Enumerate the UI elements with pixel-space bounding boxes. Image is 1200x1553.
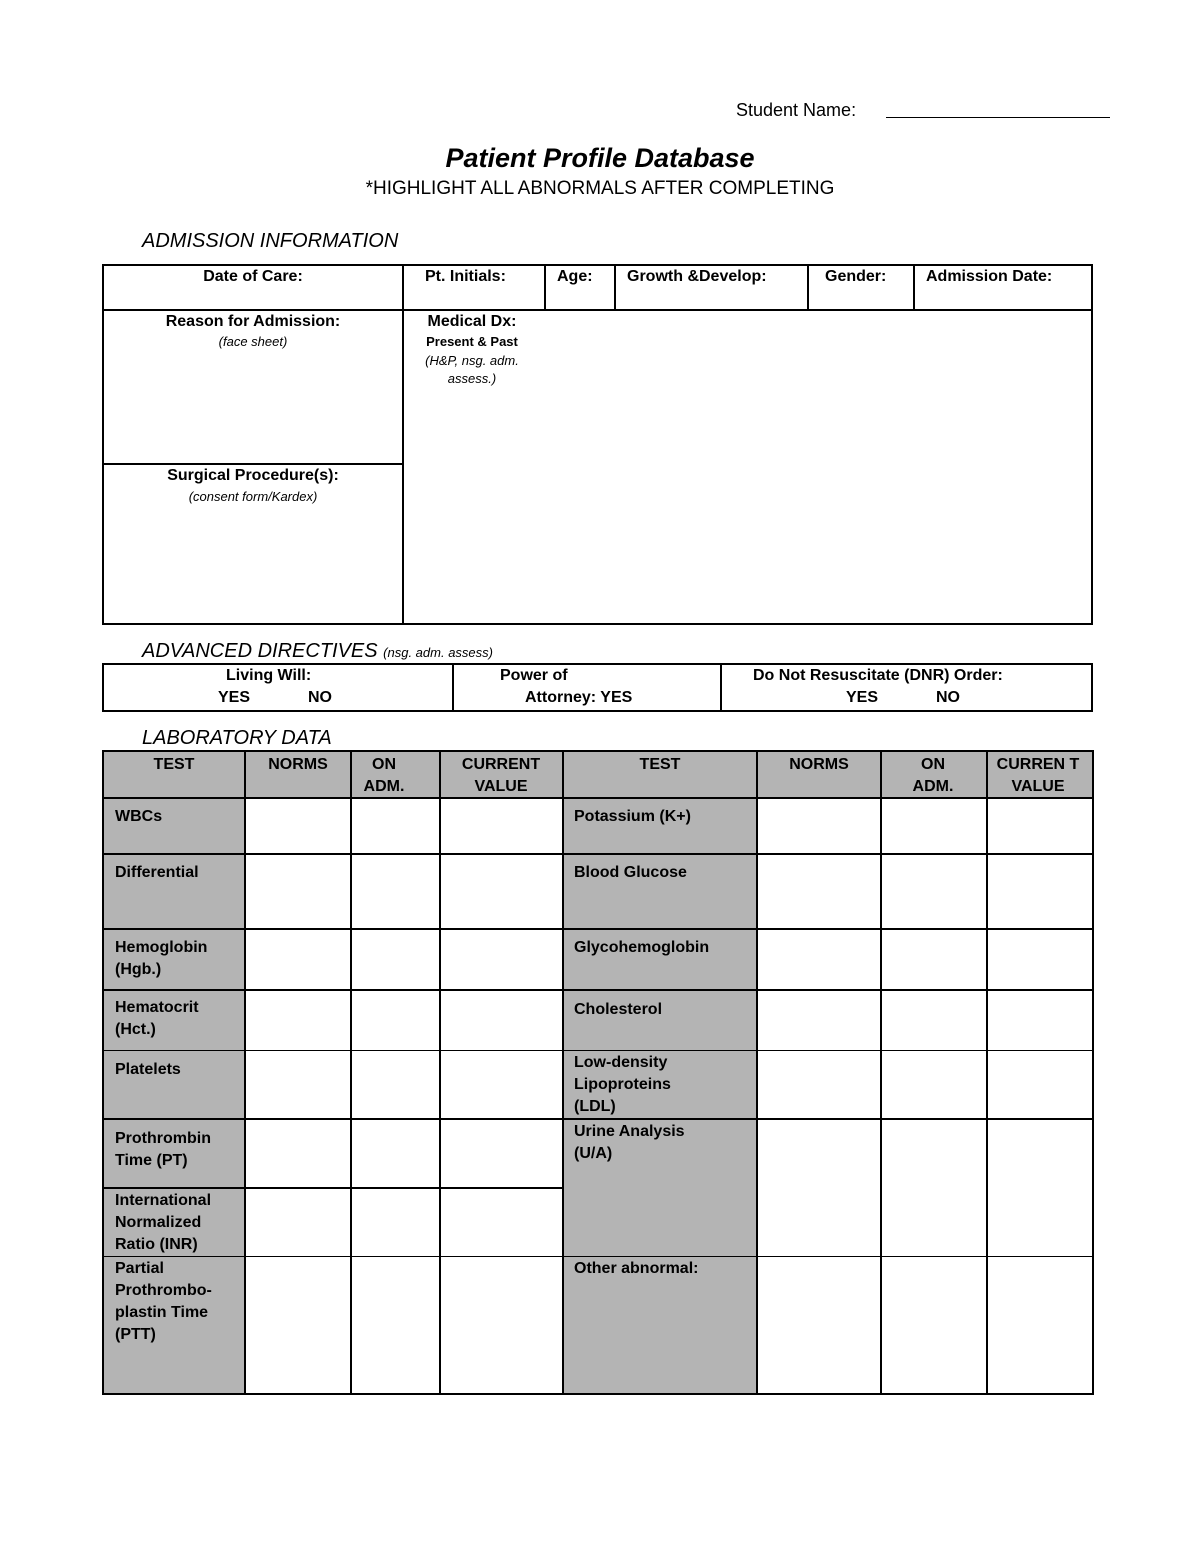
lab-header-norms: NORMS: [268, 756, 328, 773]
directives-title-text: ADVANCED DIRECTIVES: [142, 640, 378, 662]
medical-dx-hint: (H&P, nsg. adm.: [425, 353, 519, 368]
page-subtitle: *HIGHLIGHT ALL ABNORMALS AFTER COMPLETING: [365, 178, 835, 199]
admission-col-divider: [614, 264, 616, 310]
lab-header-current: CURRENT VALUE: [461, 756, 541, 795]
medical-dx-sub: Present & Past: [426, 334, 518, 349]
reason-admission-hint: (face sheet): [218, 334, 288, 349]
lab-row-divider: [102, 928, 1094, 930]
lab-row-divider: [102, 1187, 564, 1189]
admission-col-divider: [544, 264, 546, 310]
lab-test-left: WBCs: [115, 808, 163, 825]
pt-initials-label: Pt. Initials:: [425, 268, 506, 285]
lab-test-left: Partial Prothrombo- plastin Time (PTT): [115, 1260, 212, 1343]
lab-row-divider: [102, 1050, 1094, 1051]
admission-col-divider: [913, 264, 915, 310]
lab-col-divider: [439, 750, 441, 1395]
dnr-label: Do Not Resuscitate (DNR) Order:: [753, 667, 1003, 684]
lab-row-divider: [102, 1118, 1094, 1120]
living-will-yes: YES: [218, 689, 251, 706]
lab-header-test: TEST: [639, 756, 681, 773]
lab-header-current: CURREN T VALUE: [996, 756, 1080, 795]
living-will-no: NO: [308, 689, 332, 706]
directives-col-divider: [720, 663, 722, 712]
medical-dx-label: Medical Dx:: [427, 313, 517, 330]
lab-test-left: Differential: [115, 864, 199, 881]
power-of-label: Power of: [500, 667, 568, 684]
lab-test-left: Platelets: [115, 1061, 181, 1078]
lab-test-right: Other abnormal:: [574, 1260, 699, 1277]
lab-header-on-adm: ON ADM.: [363, 756, 405, 795]
reason-admission-label: Reason for Admission:: [165, 313, 341, 330]
attorney-yes: Attorney: YES: [525, 689, 633, 706]
admission-row-divider: [102, 309, 1093, 311]
lab-header-norms: NORMS: [789, 756, 849, 773]
surgical-procedure-hint: (consent form/Kardex): [188, 489, 318, 504]
admission-col-divider: [807, 264, 809, 310]
lab-header-on-adm: ON ADM.: [912, 756, 954, 795]
lab-test-left: Hematocrit (Hct.): [115, 999, 199, 1038]
lab-test-right: Blood Glucose: [574, 864, 687, 881]
directives-section-title: [142, 640, 493, 663]
admission-section-title: ADMISSION INFORMATION: [142, 230, 399, 252]
lab-section-title: LABORATORY DATA: [142, 727, 332, 749]
page-title: Patient Profile Database: [445, 143, 755, 173]
lab-col-divider: [244, 750, 246, 1395]
lab-test-left: Hemoglobin (Hgb.): [115, 939, 208, 978]
lab-test-left: International Normalized Ratio (INR): [115, 1192, 212, 1253]
date-of-care-label: Date of Care:: [203, 268, 303, 285]
dnr-no: NO: [936, 689, 960, 706]
lab-col-divider: [756, 750, 758, 1395]
growth-develop-label: Growth &Develop:: [627, 268, 767, 285]
lab-test-right: Glycohemoglobin: [574, 939, 710, 956]
surgical-procedure-label: Surgical Procedure(s):: [167, 467, 339, 484]
medical-dx-hint: assess.): [447, 371, 497, 386]
lab-test-right: Cholesterol: [574, 1001, 663, 1018]
lab-col-divider: [350, 750, 352, 1395]
student-name-field: [736, 100, 856, 121]
student-name-label: Student Name:: [736, 100, 857, 120]
lab-row-divider: [102, 989, 1094, 991]
lab-col-divider: [986, 750, 988, 1395]
directives-note: (nsg. adm. assess): [383, 645, 493, 660]
directives-col-divider: [452, 663, 454, 712]
lab-test-right: Urine Analysis (U/A): [574, 1123, 685, 1162]
living-will-label: Living Will:: [226, 667, 312, 684]
lab-col-divider: [562, 750, 564, 1395]
lab-row-divider: [102, 1256, 1094, 1257]
lab-test-right: Potassium (K+): [574, 808, 691, 825]
lab-test-right: Low-density Lipoproteins (LDL): [574, 1054, 671, 1115]
lab-header-test: TEST: [153, 756, 195, 773]
student-name-line: [886, 117, 1110, 118]
dnr-yes: YES: [846, 689, 879, 706]
lab-test-left: Prothrombin Time (PT): [115, 1130, 211, 1169]
lab-row-divider: [102, 853, 1094, 855]
admission-left-divider: [102, 463, 404, 465]
age-label: Age:: [557, 268, 593, 285]
gender-label: Gender:: [825, 268, 887, 285]
lab-col-divider: [880, 750, 882, 1395]
admission-date-label: Admission Date:: [926, 268, 1053, 285]
